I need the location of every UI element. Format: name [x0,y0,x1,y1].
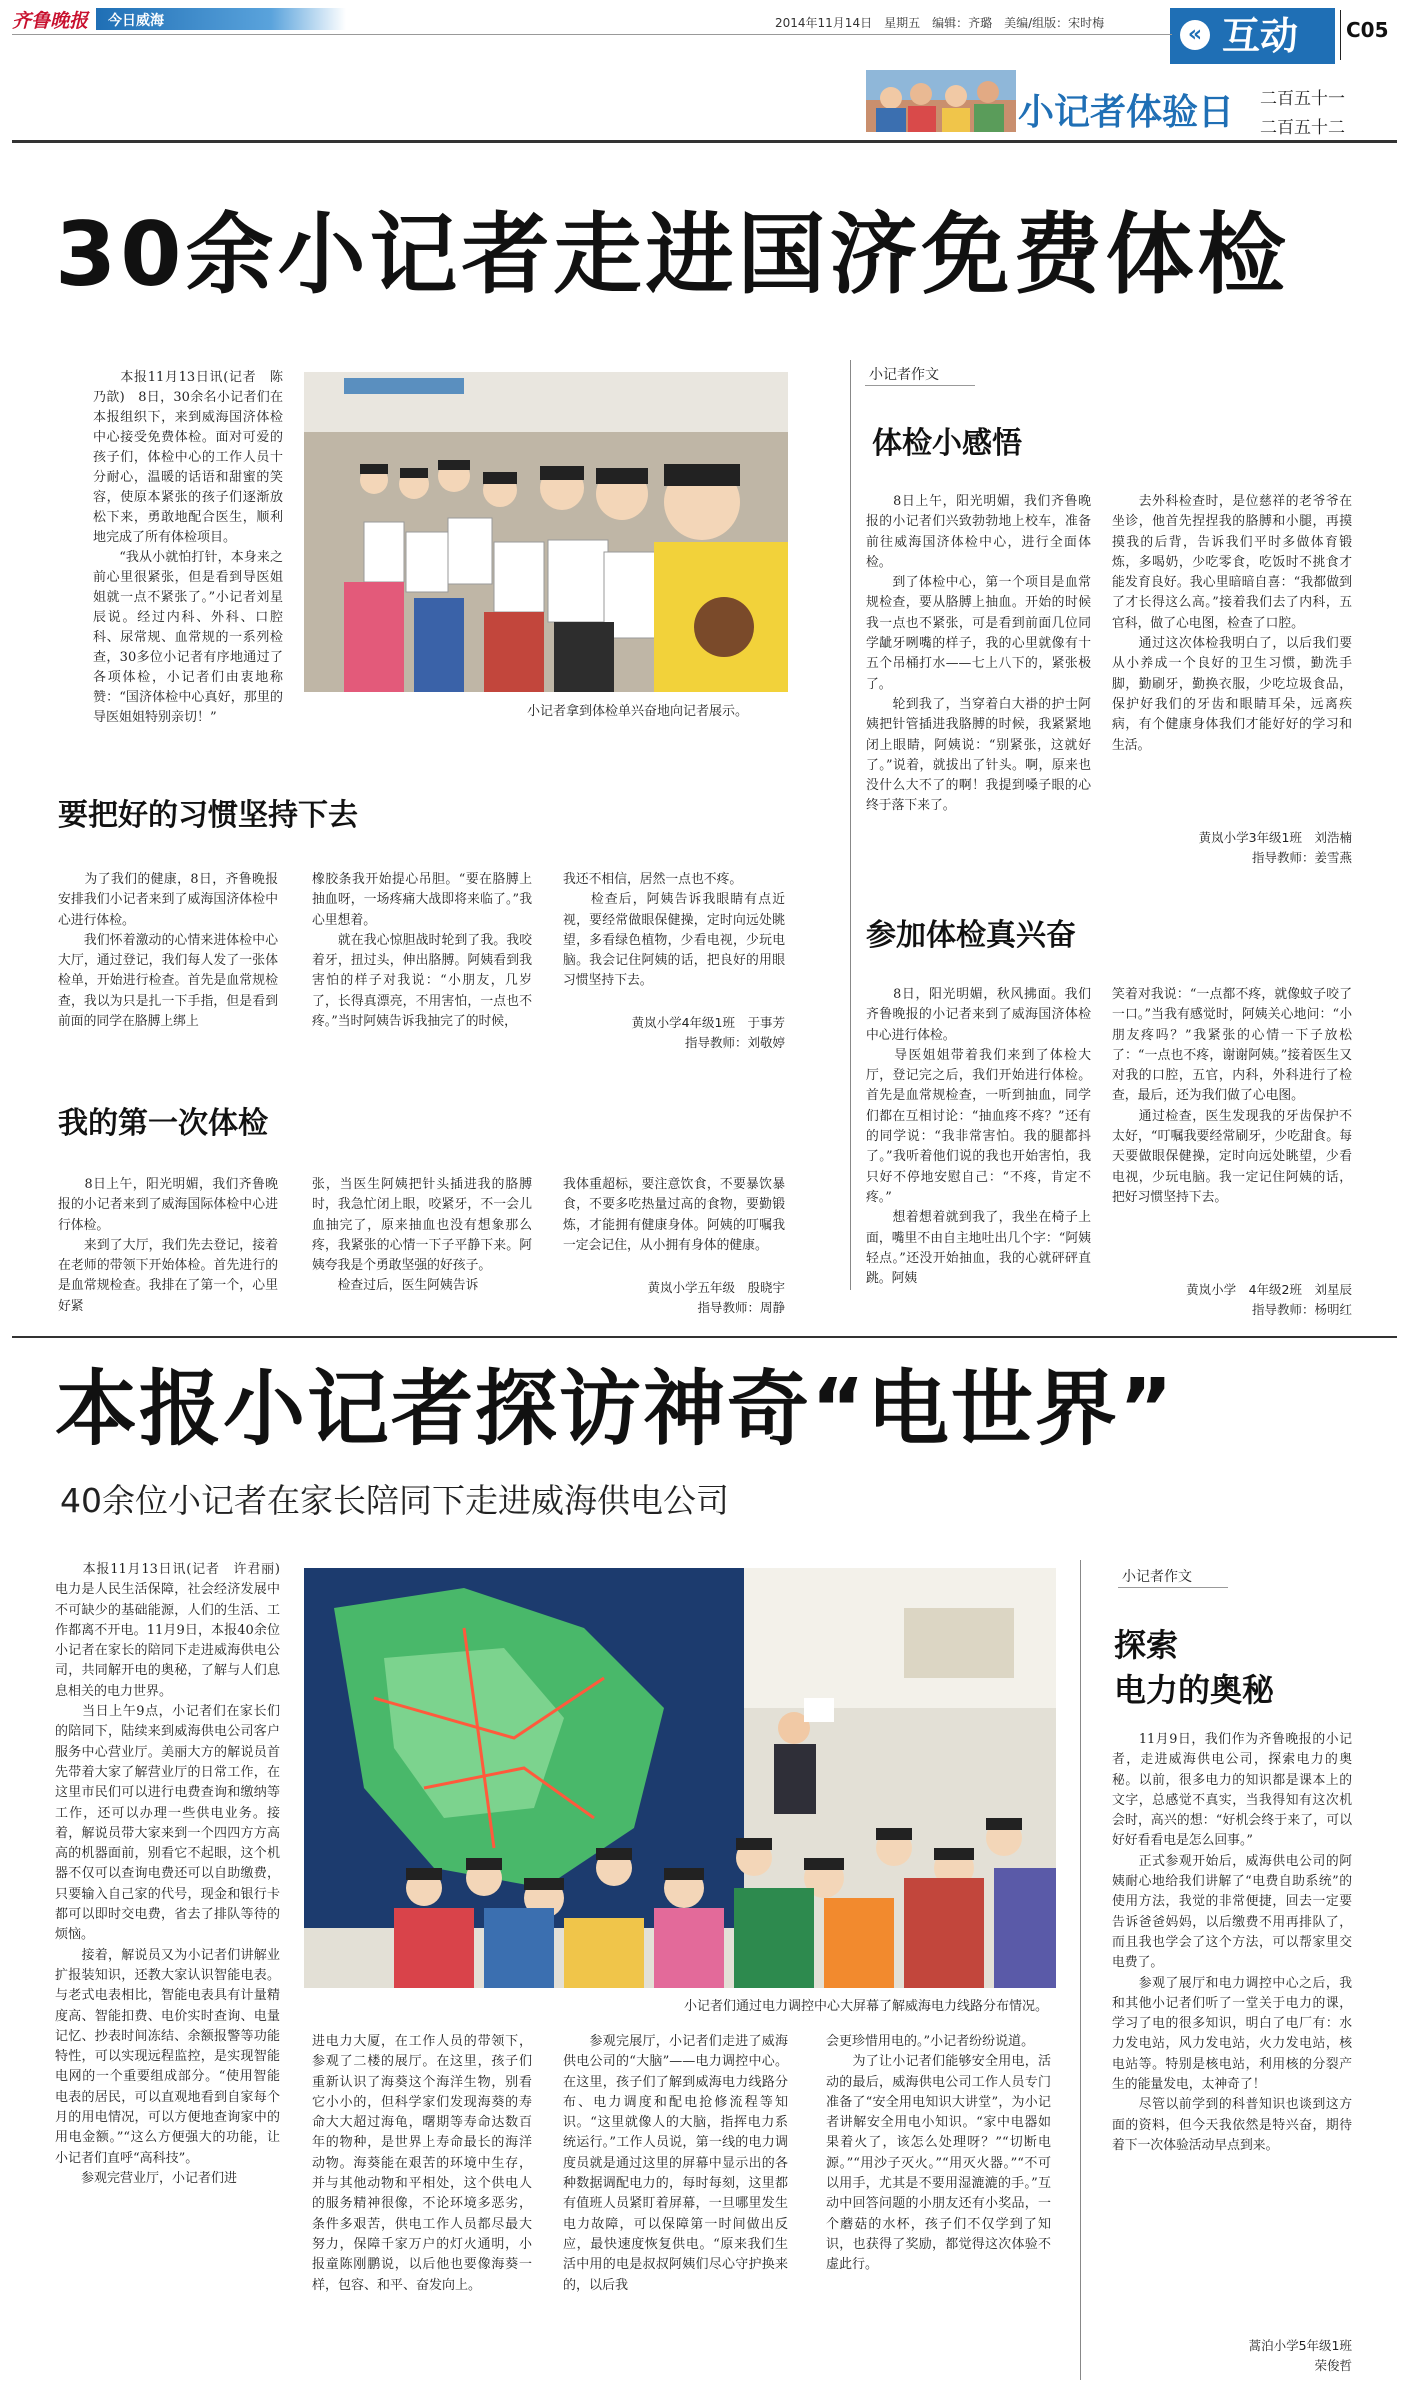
essay1-signature: 黄岚小学3年级1班 刘浩楠 [1198,830,1352,845]
page-number: C05 [1346,18,1389,42]
section-title: 互动 [1222,14,1299,58]
masthead-logo: 齐鲁晚报 [12,10,89,32]
edition-label: 今日威海 [108,13,164,29]
story2-col1: 本报11月13日讯(记者 许君丽) 电力是人民生活保障，社会经济发展中不可缺少的基础能源，人们的生活、工作都离不开电。11月9日，本报40余位小记者在家长的陪同下走进威海供电公司，共同解开电的奥秘，了解与人们息息相关的电力世界。 当日上午9点，小记者们在家长们的陪同下，陆续来到威海供电公司客户服务中心营业厅。美丽大方的解说员首先带着大家了解营业厅的日常工作，在这里市民们可以进行电费查询和缴纳等工作，还可以办理一些供电业务。接着，解说员带大家来到一个四四方方高高的机器面前，别看它不起眼，这个机器不仅可以查询电费还可以自助缴费，只要输入自己家的代号，现金和银行卡都可以即时交电费，省去了排队等待的烦恼。 接着，解说员又为小记者们讲解业扩报装知识，还教大家认识智能电表。与老式电表相比，智能电表具有计量精度高、智能扣费、电价实时查询、电量记忆、抄表时间冻结、余额报警等功能特性，可以实现远程监控，是实现智能电网的一个重要组成部分。“使用智能电表的居民，可以直观地看到自家每个月的用电情况，可以方便地查询家中的用电金额。”“这么方便强大的功能，让小记者们直呼“高科技”。 参观完营业厅，小记者们进 [55,1562,280,2186]
essay4-col2: 笑着对我说：“一点都不疼，就像蚊子咬了一口。”当我有感觉时，阿姨关心地问：“小朋友疼吗？”我紧张的心情一下子放松了：“一点也不疼，谢谢阿姨。”接着医生又对我的口腔，五官，内科，外科进行了检查，最后，还为我们做了心电图。 通过检查，医生发现我的牙齿保护不太好，“叮嘱我要经常刷牙，少吃甜食。每天要做眼保健操，定时向远处眺望，少看电视，少玩电脑。我一定记住阿姨的话，把好习惯坚持下去。 [1112,987,1352,1205]
header-divider [1340,10,1341,60]
chevron-left-icon: « [1180,20,1210,50]
section-tab [1170,8,1335,64]
essay5-body: 11月9日，我们作为齐鲁晚报的小记者，走进威海供电公司，探索电力的奥秘。以前，很多电力的知识都是课本上的文字，总感觉不真实，当我得知有这次机会时，高兴的想：“好机会终于来了，可以好好看看电是怎么回事。” 正式参观开始后，威海供电公司的阿姨耐心地给我们讲解了“电费自助系统”的使用方法，我觉的非常便捷，回去一定要告诉爸爸妈妈，以后缴费不用再排队了，而且我也学会了这个方法，可以帮家里交电费了。 参观了展厅和电力调控中心之后，我和其他小记者们听了一堂关于电力的课，学习了电的很多知识，明白了电厂有：水力发电站，风力发电站，火力发电站，核电站等。特别是核电站，利用核的分裂产生的能量发电，太神奇了！ 尽管以前学到的科普知识也谈到这方面的资料，但今天我依然是特兴奋，期待着下一次体验活动早点到来。 [1112,1732,1352,2153]
essay-column-label [865,364,975,386]
essay5-title-line1: 探索 [1114,1626,1179,1664]
essay4-title: 参加体检真兴奋 [866,918,1076,953]
essay3-col3: 我体重超标，要注意饮食，不要暴饮暴食，不要多吃热量过高的食物，要勤锻炼，才能拥有健康身体。阿姨的叮嘱我一定会记住，从小拥有身体的健康。 [563,1177,785,1253]
story1-photo-caption: 小记者拿到体检单兴奋地向记者展示。 [526,704,748,719]
story1-headline: 30余小记者走进国济免费体检 [55,203,1290,306]
story2-column-divider [1080,1560,1081,2380]
essay4-col1: 8日，阳光明媚，秋风拂面。我们齐鲁晚报的小记者来到了威海国济体检中心进行体检。 导医姐姐带着我们来到了体检大厅，登记完之后，我们开始进行体检。首先是血常规检查，一听到抽血，同学们都在互相讨论：“抽血疼不疼？”还有的同学说：“我非常害怕。我的腿都抖了。”我听着他们说的我也开始害怕，我只好不停地安慰自己：“不疼，肯定不疼。” 想着想着就到我了，我坐在椅子上面，嘴里不由自主地吐出几个字：“阿姨轻点。”还没开始抽血，我的心就砰砰直跳。阿姨 [866,987,1091,1287]
issue-number-2: 二百五十二 [1260,118,1345,138]
column-divider [850,360,851,1290]
story2-photo [304,1568,1056,1988]
story2-col4: 会更珍惜用电的。”小记者纷纷说道。 为了让小记者们能够安全用电，活动的最后，威海供电公司工作人员专门准备了“安全用电知识大讲堂”，为小记者讲解安全用电小知识。“家中电器如果着火了，该怎么处理呀？”“切断电源。”“用沙子灭火。”“用灭火器。”“不可以用手，尤其是不要用湿漉漉的手。”互动中回答问题的小朋友还有小奖品，一个蘑菇的水杯，孩子们不仅学到了知识，也获得了奖励，都觉得这次体验不虚此行。 [826,2034,1051,2273]
story1-photo [304,372,788,692]
essay3-teacher: 指导教师：周静 [697,1300,785,1315]
essay2-col2: 橡胶条我开始提心吊胆。“要在胳膊上抽血呀，一场疼痛大战即将来临了。”我心里想着。 就在我心惊胆战时轮到了我。我咬着牙，扭过头，伸出胳膊。阿姨看到我害怕的样子对我说：“小朋友，几岁了，长得真漂亮，不用害怕，一点也不疼。”当时阿姨告诉我抽完了的时候， [312,872,532,1030]
essay1-col2: 去外科检查时，是位慈祥的老爷爷在坐诊，他首先捏捏我的胳膊和小腿，再摸摸我的后背，告诉我们平时多做体育锻炼，多喝奶，少吃零食，吃饭时不挑食才能发育良好。我心里暗暗自喜：“我都做到了才长得这么高。”接着我们去了内科，五官科，做了心电图，检查了口腔。 通过这次体检我明白了，以后我们要从小养成一个良好的卫生习惯，勤洗手脚，勤刷牙，勤换衣服，少吃垃圾食品，保护好我们的牙齿和眼睛耳朵，远离疾病，有个健康身体我们才能好好的学习和生活。 [1112,494,1352,753]
essay5-label-text: 小记者作文 [1122,1569,1192,1585]
control-center-screen-image [304,1568,1056,1988]
kids-holding-reports-image [304,372,788,692]
essay3-title: 我的第一次体检 [58,1106,268,1141]
essay3-col1: 8日上午，阳光明媚，我们齐鲁晚报的小记者来到了威海国际体检中心进行体检。 来到了大厅，我们先去登记，接着在老师的带领下开始体检。首先进行的是血常规检查。我排在了第一个，心里好紧 [58,1177,278,1314]
essay3-col2: 张，当医生阿姨把针头插进我的胳膊时，我急忙闭上眼，咬紧牙，不一会儿血抽完了，原来抽血也没有想象那么疼，我紧张的心情一下子平静下来。阿姨夸我是个勇敢坚强的好孩子。 检查过后，医生阿姨告诉 [312,1177,532,1294]
dateline: 2014年11月14日 星期五 编辑：齐璐 美编/组版：宋时梅 [775,16,1105,30]
column-title: 小记者体验日 [1018,92,1235,133]
essay5-signature: 蒿泊小学5年级1班 [1248,2338,1352,2353]
essay1-col1: 8日上午，阳光明媚，我们齐鲁晚报的小记者们兴致勃勃地上校车，准备前往威海国济体检中心，进行全面体检。 到了体检中心，第一个项目是血常规检查，要从胳膊上抽血。开始的时候我一点也不紧张，可是看到前面几位同学龇牙咧嘴的样子，我的心里就像有十五个吊桶打水——七上八下的，紧张极了。 轮到我了，当穿着白大褂的护士阿姨把针管插进我胳膊的时候，我紧紧地闭上眼睛，阿姨说：“别紧张，这就好了。”说着，就拔出了针头。啊，原来也没什么大不了的啊！我提到嗓子眼的心终于落下来了。 [866,494,1091,814]
essay5-title-line2: 电力的奥秘 [1114,1671,1275,1709]
essay5-column-label [1118,1566,1228,1588]
essay4-signature: 黄岚小学 4年级2班 刘星辰 [1186,1282,1352,1297]
essay2-signature: 黄岚小学4年级1班 于事芳 [631,1015,785,1030]
story2-headline: 本报小记者探访神奇“电世界” [55,1362,1175,1457]
essay2-teacher: 指导教师：刘敬婷 [684,1035,785,1050]
story2-photo-caption: 小记者们通过电力调控中心大屏幕了解威海电力线路分布情况。 [683,1999,1048,2014]
essay2-col1: 为了我们的健康，8日，齐鲁晚报安排我们小记者来到了威海国济体检中心进行体检。 我们怀着激动的心情来进体检中心大厅，通过登记，我们每人发了一张体检单，开始进行检查。首先是血常规检查，我以为只是扎一下手指，但是看到前面的同学在胳膊上绑上 [58,872,278,1030]
edition-bar [96,8,346,30]
issue-number-1: 二百五十一 [1260,89,1345,109]
essay-label-text: 小记者作文 [869,367,939,383]
essay1-teacher: 指导教师：姜雪燕 [1251,850,1352,865]
essay2-title: 要把好的习惯坚持下去 [58,798,358,833]
story2-top-rule [12,1336,1397,1338]
essay3-signature: 黄岚小学五年级 殷晓宇 [647,1280,785,1295]
essay2-col3: 我还不相信，居然一点也不疼。 检查后，阿姨告诉我眼睛有点近视，要经常做眼保健操，定时向远处眺望，多看绿色植物，少看电视，少玩电脑。我会记住阿姨的话，把良好的用眼习惯坚持下去。 [563,872,785,989]
banner-photo [866,70,1016,132]
header-rule [12,34,1172,35]
essay1-title: 体检小感悟 [872,426,1022,461]
banner-rule [12,140,1397,143]
essay5-name: 荣俊哲 [1314,2358,1352,2373]
banner-photo-image [866,70,1016,132]
story2-col2: 进电力大厦，在工作人员的带领下，参观了二楼的展厅。在这里，孩子们重新认识了海葵这个海洋生物，别看它小小的，但科学家们发现海葵的寿命大大超过海龟，曙期等寿命达数百年的物种，是世界上寿命最长的海洋动物。海葵能在艰苦的环境中生存，并与其他动物和平相处，这个供电人的服务精神很像，不论环境多恶劣，条件多艰苦，供电工作人员都尽最大努力，保障千家万户的灯火通明，小报童陈刚鹏说，以后他也要像海葵一样，包容、和平、奋发向上。 [312,2034,532,2293]
story1-lead: 本报11月13日讯(记者 陈乃歆) 8日，30余名小记者们在本报组织下，来到威海国济体检中心接受免费体检。面对可爱的孩子们，体检中心的工作人员十分耐心，温暖的话语和甜蜜的笑容，使原本紧张的孩子们逐渐放松下来，勇敢地配合医生，顺利地完成了所有体检项目。 “我从小就怕打针，本身来之前心里很紧张，但是看到导医姐姐就一点不紧张了。”小记者刘星辰说。经过内科、外科、口腔科、尿常规、血常规的一系列检查，30多位小记者有序地通过了各项体检，小记者们由衷地称赞：“国济体检中心真好，那里的导医姐姐特别亲切！” [93,370,283,725]
essay4-teacher: 指导教师：杨明红 [1251,1302,1352,1317]
story2-col3: 参观完展厅，小记者们走进了威海供电公司的“大脑”——电力调控中心。在这里，孩子们了解到威海电力线路分布、电力调度和配电抢修流程等知识。“这里就像人的大脑，指挥电力系统运行。”工作人员说，第一线的电力调度员就是通过这里的屏幕中显示出的各种数据调配电力的，每时每刻，这里都有值班人员紧盯着屏幕，一旦哪里发生电力故障，可以保障第一时间做出反应，最快速度恢复供电。“原来我们生活中用的电是叔叔阿姨们尽心守护换来的，以后我 [563,2034,788,2293]
story2-subhead: 40余位小记者在家长陪同下走进威海供电公司 [60,1481,729,1520]
